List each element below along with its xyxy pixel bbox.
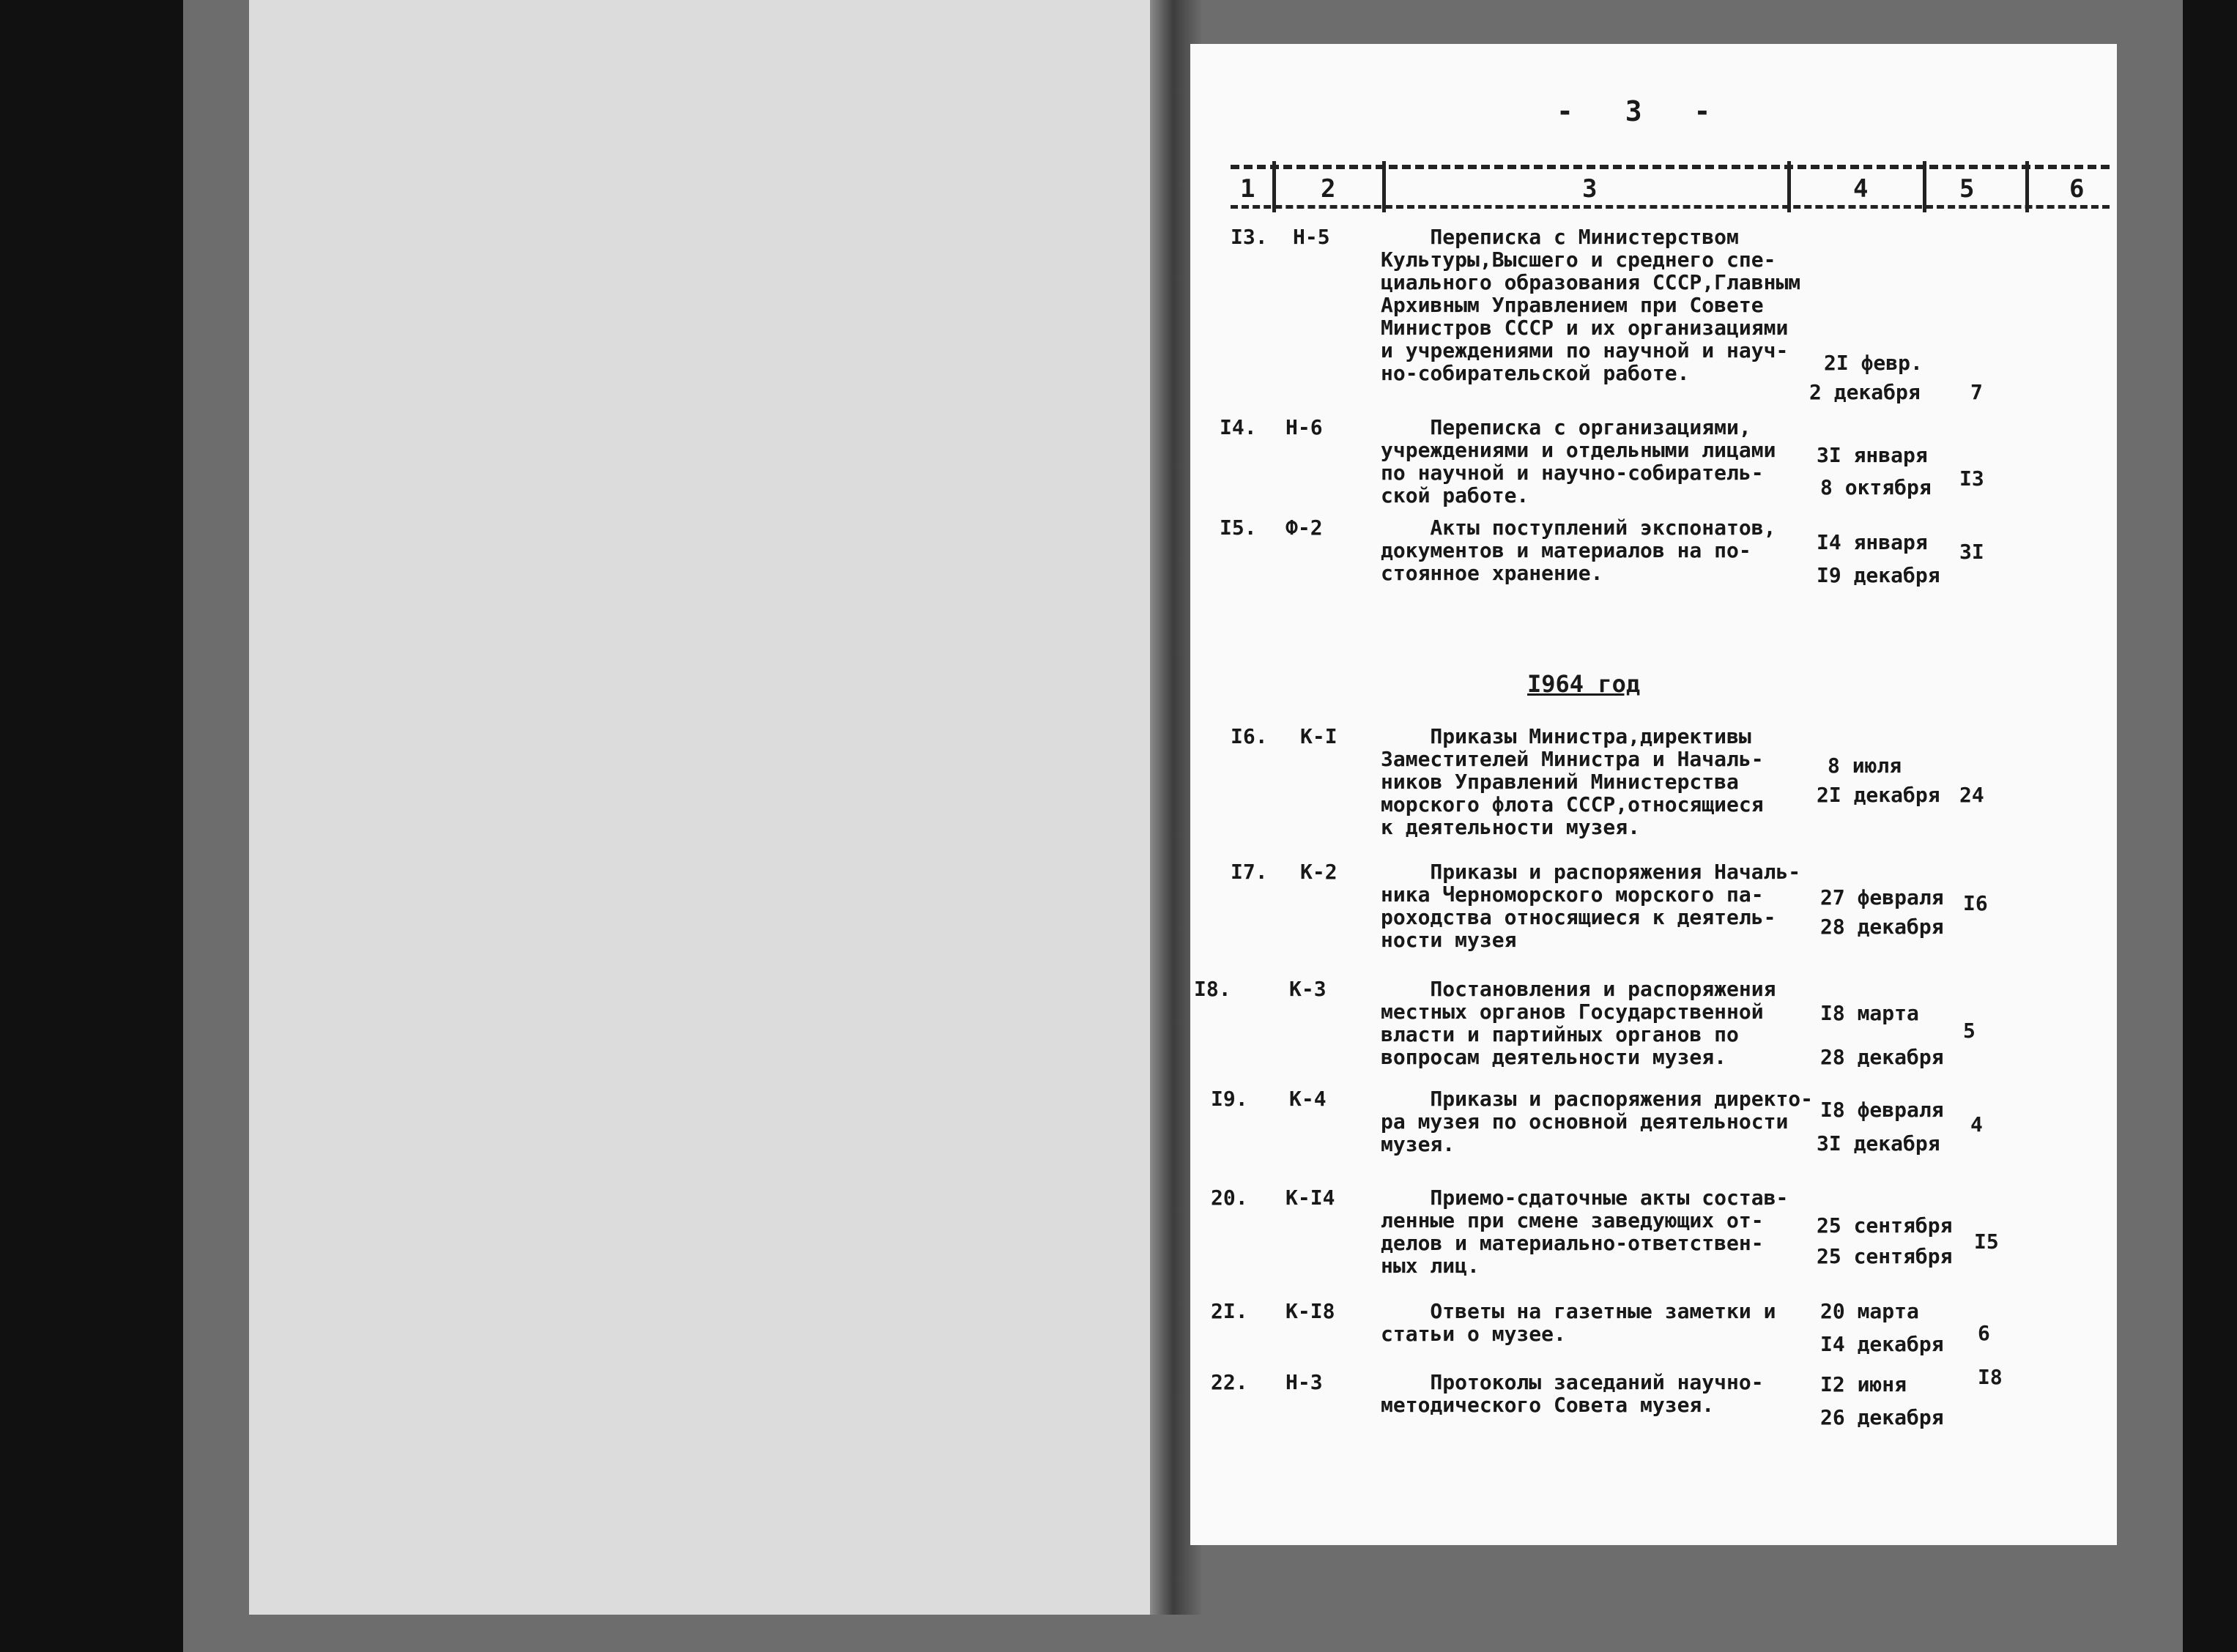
row-number: 20. (1211, 1186, 1248, 1210)
column-number: 1 (1240, 174, 1255, 204)
row-index-code: Н-6 (1286, 415, 1323, 439)
header-dashed-line-top (1231, 165, 2110, 169)
column-number: 3 (1582, 174, 1598, 204)
year-heading: I964 год (1527, 670, 1641, 698)
page-number: - 3 - (1557, 95, 1729, 127)
row-number: I5. (1220, 516, 1257, 540)
row-date-end: 8 октября (1820, 475, 1932, 499)
row-number: 22. (1211, 1370, 1248, 1394)
row-date-start: I4 января (1817, 530, 1928, 554)
row-date-end: 25 сентября (1817, 1244, 1953, 1268)
row-sheet-count: 3I (1959, 540, 1984, 564)
row-index-code: К-I4 (1286, 1186, 1335, 1210)
column-separator (1382, 161, 1386, 212)
column-number: 6 (2069, 174, 2085, 204)
row-description: Ответы на газетные заметки и статьи о музее. (1381, 1299, 1776, 1346)
row-index-code: К-4 (1289, 1087, 1327, 1111)
row-date-end: 2I декабря (1817, 783, 1940, 807)
row-sheet-count: 7 (1970, 380, 1983, 404)
row-description: Постановления и распоряжения местных органов Государственной власти и партийных органов по вопросам деятельности музея. (1381, 977, 1776, 1069)
row-number: I4. (1220, 415, 1257, 439)
row-sheet-count: I6 (1963, 891, 1988, 915)
column-separator (2025, 161, 2029, 212)
row-sheet-count: 6 (1978, 1321, 1990, 1345)
row-date-start: 25 сентября (1817, 1213, 1953, 1238)
row-number: I6. (1231, 724, 1268, 748)
column-separator (1272, 161, 1276, 212)
right-page (1190, 44, 2117, 1545)
row-date-start: 2I февр. (1824, 351, 1923, 375)
row-sheet-count: I5 (1974, 1229, 1999, 1254)
row-index-code: Н-5 (1293, 225, 1330, 249)
row-number: I8. (1194, 977, 1231, 1001)
row-index-code: К-I (1300, 724, 1338, 748)
column-number: 5 (1959, 174, 1975, 204)
row-description: Переписка с организациями, учреждениями и отдельными лицами по научной и научно-собиратель- ской работе. (1381, 415, 1776, 507)
row-date-end: 2 декабря (1809, 380, 1921, 404)
column-separator (1923, 161, 1926, 212)
row-date-start: I8 февраля (1820, 1098, 1944, 1122)
row-date-start: 8 июля (1828, 754, 1902, 778)
row-number: 2I. (1211, 1299, 1248, 1323)
row-description: Переписка с Министерством Культуры,Высшего и среднего спе- циального образования СССР,Главным Архивным Управлением при Совете Министров СССР и их организациями и учреждениями по научной и науч- но-собирательской работе. (1381, 225, 1801, 385)
row-number: I3. (1231, 225, 1268, 249)
row-description: Приказы Министра,директивы Заместителей Министра и Началь- ников Управлений Министерства морского флота СССР,относящиеся к деятельности музея. (1381, 724, 1764, 839)
row-date-end: 28 декабря (1820, 1045, 1944, 1069)
row-index-code: Ф-2 (1286, 516, 1323, 540)
row-date-end: 3I декабря (1817, 1131, 1940, 1156)
row-date-start: I2 июня (1820, 1372, 1907, 1396)
row-number: I7. (1231, 860, 1268, 884)
row-date-end: I9 декабря (1817, 563, 1940, 587)
row-number: I9. (1211, 1087, 1248, 1111)
row-description: Приемо-сдаточные акты состав- ленные при смене заведующих от- делов и материально-ответствен- ных лиц. (1381, 1186, 1789, 1278)
row-index-code: К-2 (1300, 860, 1338, 884)
row-sheet-count: 5 (1963, 1019, 1976, 1043)
column-separator (1787, 161, 1791, 212)
row-sheet-count: 24 (1959, 783, 1984, 807)
header-dashed-line-bottom (1231, 205, 2110, 209)
row-sheet-count: I3 (1959, 466, 1984, 491)
column-number: 2 (1321, 174, 1336, 204)
row-description: Приказы и распоряжения директо- ра музея по основной деятельности музея. (1381, 1087, 1814, 1156)
row-date-start: 3I января (1817, 443, 1928, 467)
column-number: 4 (1853, 174, 1869, 204)
row-description: Акты поступлений экспонатов, документов и материалов на по- стоянное хранение. (1381, 516, 1776, 585)
row-index-code: К-I8 (1286, 1299, 1335, 1323)
row-index-code: К-3 (1289, 977, 1327, 1001)
row-date-start: 20 марта (1820, 1299, 1919, 1323)
row-index-code: Н-3 (1286, 1370, 1323, 1394)
row-description: Приказы и распоряжения Началь- ника Черноморского морского па- роходства относящиеся к деятель- ности музея (1381, 860, 1801, 952)
row-date-end: 26 декабря (1820, 1405, 1944, 1429)
row-date-end: 28 декабря (1820, 915, 1944, 939)
row-description: Протоколы заседаний научно- методического Совета музея. (1381, 1370, 1764, 1417)
row-date-start: 27 февраля (1820, 885, 1944, 909)
row-date-start: I8 марта (1820, 1001, 1919, 1025)
row-sheet-count: I8 (1978, 1365, 2003, 1389)
row-date-end: I4 декабря (1820, 1332, 1944, 1356)
row-sheet-count: 4 (1970, 1112, 1983, 1136)
left-page-bleedthrough (249, 0, 1157, 1615)
